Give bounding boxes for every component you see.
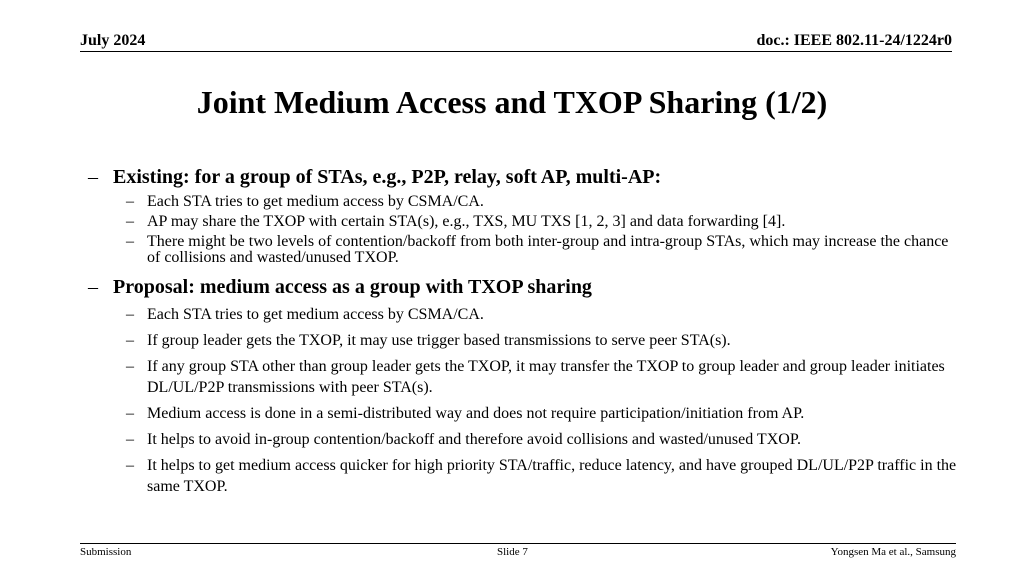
section-heading: – Existing: for a group of STAs, e.g., P2P, relay, soft AP, multi-AP:	[88, 166, 662, 188]
list-item: – If group leader gets the TXOP, it may use trigger based transmissions to serve peer STA(s).	[126, 332, 731, 349]
header-doc-id: doc.: IEEE 802.11-24/1224r0	[756, 32, 952, 49]
slide-content	[88, 166, 958, 502]
footer-author: Yongsen Ma et al., Samsung	[830, 546, 956, 558]
list-item: – Each STA tries to get medium access by CSMA/CA.	[126, 193, 484, 210]
header-date: July 2024	[80, 32, 146, 49]
section-heading: – Proposal: medium access as a group with TXOP sharing	[88, 276, 592, 298]
slide-title: Joint Medium Access and TXOP Sharing (1/2)	[196, 84, 828, 120]
list-item: – Medium access is done in a semi-distributed way and does not require participation/initiation from AP.	[126, 405, 805, 422]
footer-slide-number: Slide 7	[497, 546, 528, 558]
list-item: – If any group STA other than group leader gets the TXOP, it may transfer the TXOP to group leader and group leader initiates DL/UL/P2P transmissions with peer STA(s).	[126, 358, 945, 396]
list-item: – There might be two levels of contention/backoff from both inter-group and intra-group STAs, which may increase the chance of collisions and wasted/unused TXOP.	[126, 233, 949, 266]
section-proposal	[88, 276, 958, 497]
list-item: – AP may share the TXOP with certain STA(s), e.g., TXS, MU TXS [1, 2, 3] and data forwarding [4].	[126, 213, 786, 230]
list-item: – It helps to avoid in-group contention/backoff and therefore avoid collisions and wasted/unused TXOP.	[126, 431, 801, 448]
footer-divider	[80, 543, 956, 544]
list-item: – It helps to get medium access quicker for high priority STA/traffic, reduce latency, and have grouped DL/UL/P2P traffic in the same TXOP.	[126, 457, 957, 495]
header-divider	[80, 51, 952, 52]
list-item: – Each STA tries to get medium access by CSMA/CA.	[126, 306, 484, 323]
footer-submission: Submission	[80, 546, 132, 558]
section-existing	[88, 166, 958, 266]
